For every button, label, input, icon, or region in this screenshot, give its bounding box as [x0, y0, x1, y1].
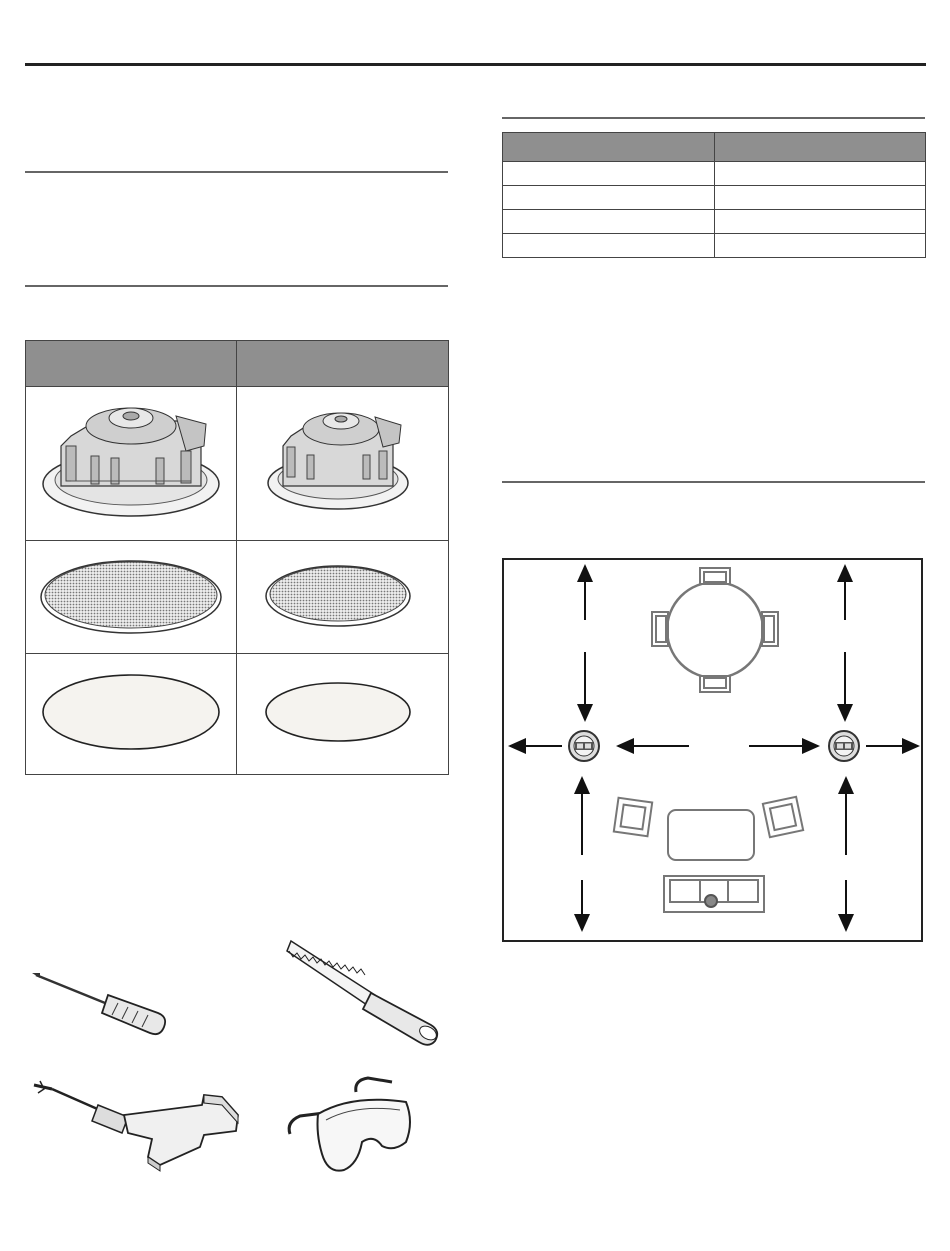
small-grille-icon [263, 560, 423, 630]
specs-row [503, 210, 926, 234]
specs-row [503, 186, 926, 210]
models-header-cell [26, 341, 237, 387]
round-table-icon [652, 568, 778, 692]
right-section-2-rule [502, 481, 925, 483]
specs-header-cell [715, 133, 926, 162]
large-cover-icon [36, 670, 226, 754]
specs-cell [503, 210, 715, 234]
drywall-saw-icon [285, 935, 445, 1050]
specs-cell [503, 186, 715, 210]
specs-row [503, 162, 926, 186]
specs-cell [715, 162, 926, 186]
ceiling-speaker-icon [569, 731, 599, 761]
right-section-1-rule [502, 117, 925, 119]
specs-header-row [503, 133, 926, 162]
coffee-table-icon [668, 810, 754, 860]
small-speaker-icon [263, 401, 423, 521]
grille-row [26, 541, 449, 654]
large-grille-icon [36, 555, 226, 635]
large-speaker-icon [36, 396, 226, 526]
models-header-row [26, 341, 449, 387]
large-speaker-cell [26, 387, 237, 541]
header-rule [25, 63, 926, 66]
screwdriver-icon [30, 965, 175, 1045]
safety-glasses-icon [282, 1072, 422, 1180]
specs-header-cell [503, 133, 715, 162]
models-table [25, 340, 449, 775]
cover-row [26, 654, 449, 775]
specs-cell [715, 210, 926, 234]
large-grille-cell [26, 541, 237, 654]
small-cover-icon [263, 677, 423, 747]
left-section-2-rule [25, 285, 448, 287]
models-header-cell [237, 341, 449, 387]
speaker-row [26, 387, 449, 541]
specs-table [502, 132, 926, 258]
large-cover-cell [26, 654, 237, 775]
specs-cell [715, 234, 926, 258]
sofa-icon [664, 876, 764, 912]
specs-row [503, 234, 926, 258]
room-placement-diagram [502, 558, 923, 942]
specs-cell [503, 234, 715, 258]
small-grille-cell [237, 541, 449, 654]
small-speaker-cell [237, 387, 449, 541]
specs-cell [715, 186, 926, 210]
small-cover-cell [237, 654, 449, 775]
ceiling-speaker-icon [829, 731, 859, 761]
left-section-1-rule [25, 171, 448, 173]
specs-cell [503, 162, 715, 186]
drill-icon [32, 1075, 242, 1175]
